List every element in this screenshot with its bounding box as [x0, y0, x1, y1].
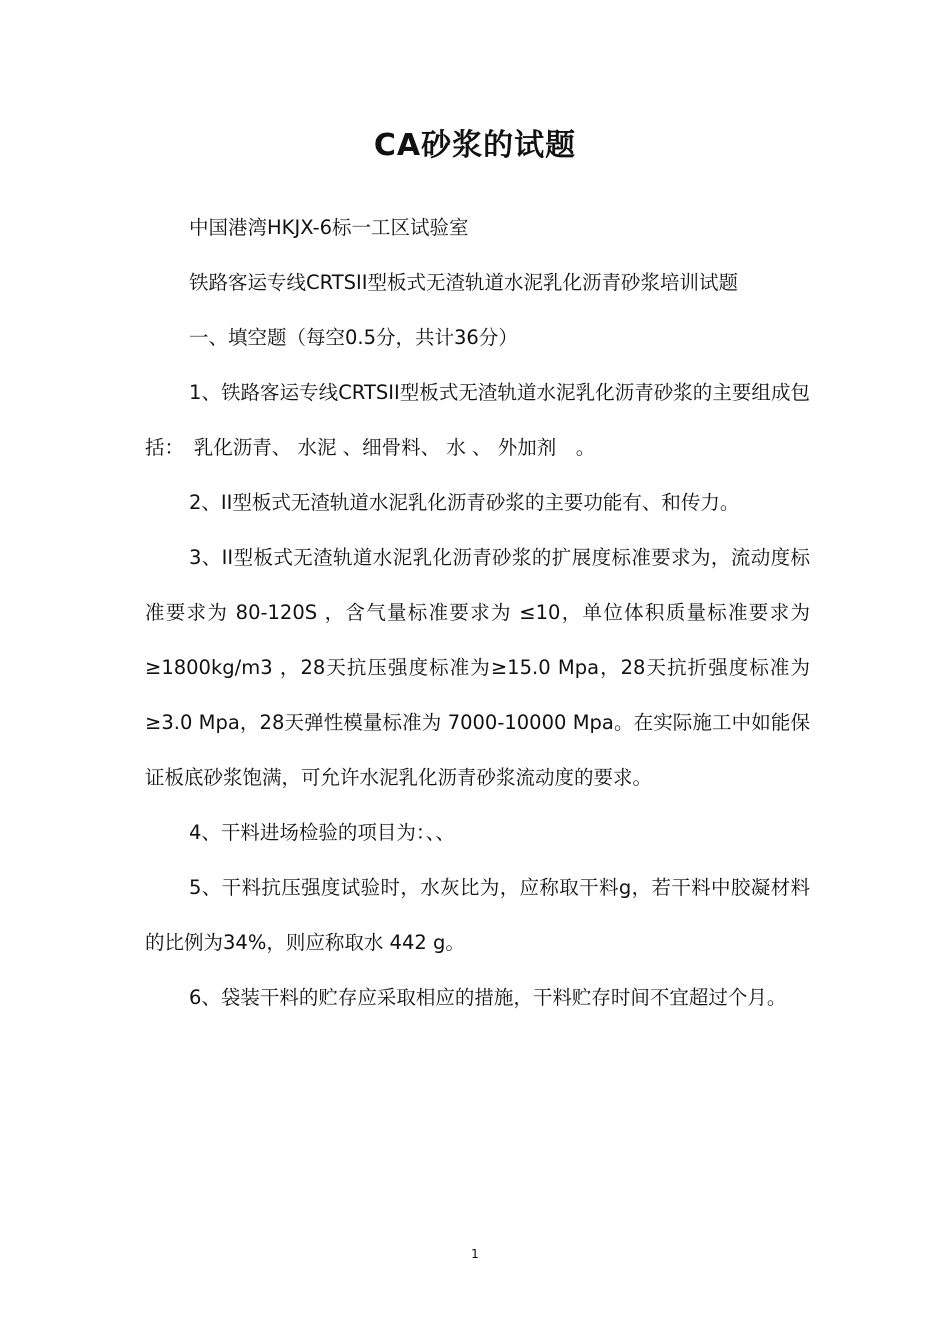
question-4: 4、干料进场检验的项目为：、、 [189, 821, 455, 844]
lab-name-paragraph: 中国港湾HKJX-6标一工区试验室 [189, 216, 469, 239]
question-5: 5、干料抗压强度试验时，水灰比为，应称取干料g，若干料中胶凝材料的比例为34%，则应称取水 442 g。 [145, 876, 810, 954]
question-1: 1、铁路客运专线CRTSII型板式无渣轨道水泥乳化沥青砂浆的主要组成包括： 乳化沥青、 水泥 、细骨料、 水 、 外加剂 。 [145, 381, 810, 459]
document-body [145, 200, 810, 1025]
question-6: 6、袋装干料的贮存应采取相应的措施，干料贮存时间不宜超过个月。 [189, 986, 787, 1009]
page-number: 1 [471, 1247, 479, 1261]
question-3: 3、II型板式无渣轨道水泥乳化沥青砂浆的扩展度标准要求为，流动度标准要求为 80-120S ，含气量标准要求为 ≤10，单位体积质量标准要求为 ≥1800kg/m3 ，28天抗压强度标准为≥15.0 Mpa，28天抗折强度标准为≥3.0 Mpa，28天弹性模量标准为 7000-10000 Mpa。在实际施工中如能保证板底砂浆饱满，可允许水泥乳化沥青砂浆流动度的要求。 [145, 546, 810, 789]
exam-subtitle-paragraph: 铁路客运专线CRTSII型板式无渣轨道水泥乳化沥青砂浆培训试题 [189, 271, 739, 294]
document-title: CA砂浆的试题 [373, 128, 577, 163]
question-2: 2、II型板式无渣轨道水泥乳化沥青砂浆的主要功能有、和传力。 [189, 491, 740, 514]
section-heading-fill-in: 一、填空题（每空0.5分，共计36分） [189, 326, 518, 349]
